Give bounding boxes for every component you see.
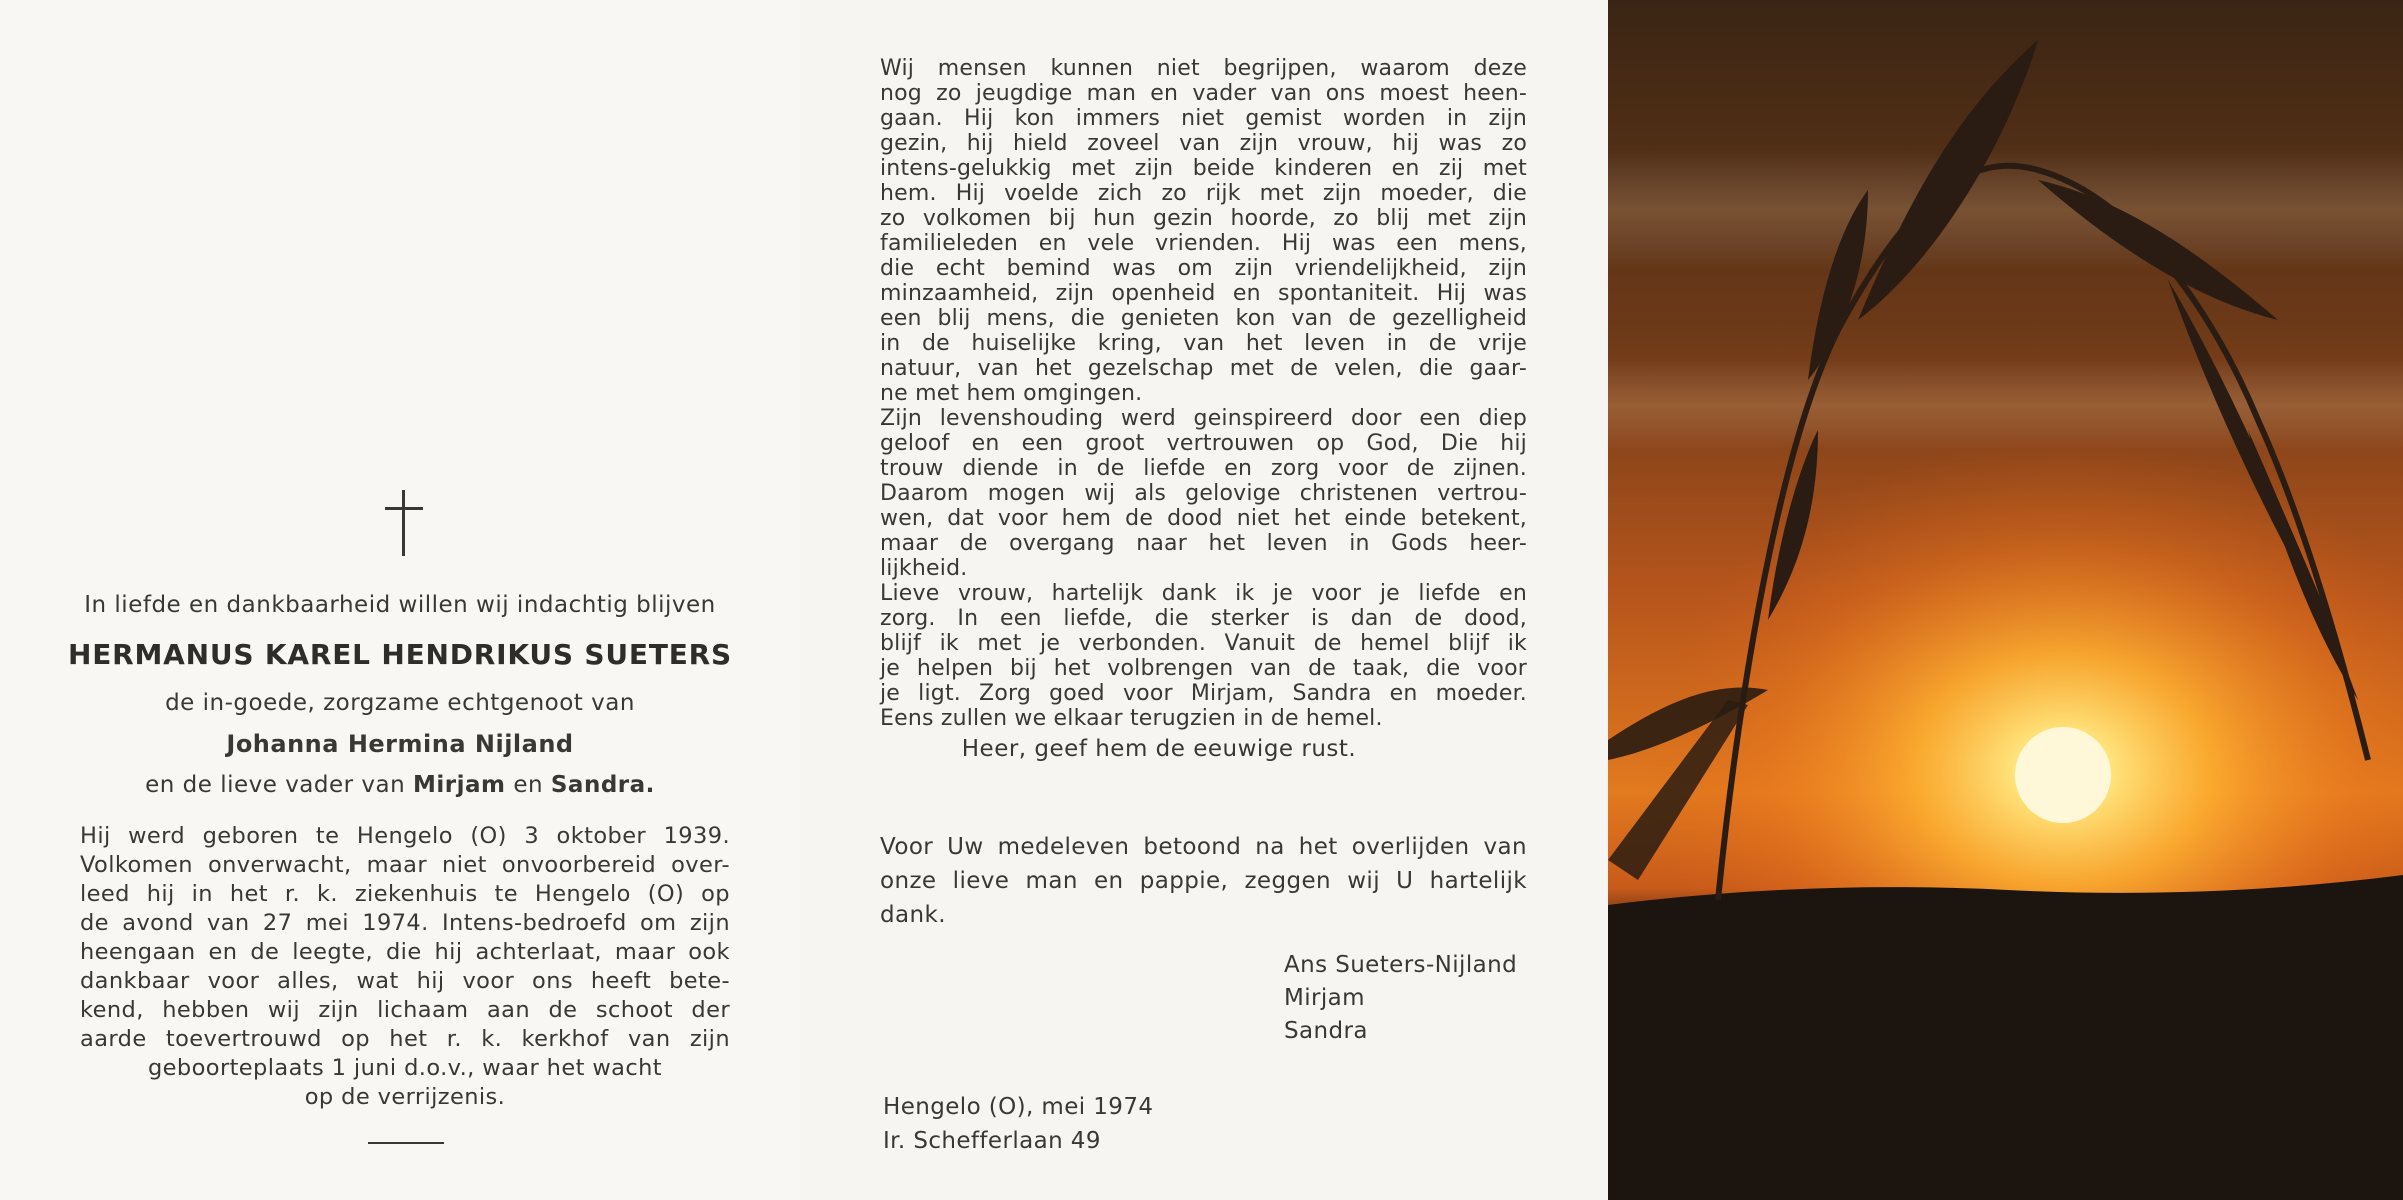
biography-text [80, 822, 730, 1112]
thanks-text [880, 830, 1527, 932]
bio-line: Volkomen onverwacht, maar niet onvoorbereid over- [80, 852, 730, 878]
child-name-2: Sandra. [550, 772, 655, 798]
child-name-1: Mirjam [413, 772, 506, 798]
prayer-text: Heer, geef hem de eeuwige rust. [961, 736, 1357, 762]
tribute-line: Eens zullen we elkaar terugzien in de hemel. [880, 706, 1383, 731]
children-line [0, 772, 800, 798]
left-panel [0, 0, 800, 1200]
tribute-line: familieleden en vele vrienden. Hij was een mens, [880, 231, 1527, 256]
thanks-line: onze lieve man en pappie, zeggen wij U hartelijk [880, 868, 1527, 894]
address-block [883, 1090, 1153, 1158]
tribute-line: minzaamheid, zijn openheid en spontaniteit. Hij was [880, 281, 1527, 306]
bio-line: aarde toevertrouwd op het r. k. kerkhof van zijn [80, 1026, 730, 1052]
children-prefix: en de lieve vader van [145, 772, 406, 798]
tribute-line: je helpen bij het volbrengen van de taak, die voor [880, 656, 1527, 681]
bio-line: op de verrijzenis. [304, 1084, 506, 1110]
spouse-line: de in-goede, zorgzame echtgenoot van [165, 690, 635, 716]
tribute-line: gaan. Hij kon immers niet gemist worden in zijn [880, 106, 1527, 131]
signature-name: Ans Sueters-Nijland [1284, 952, 1518, 978]
tribute-line: Daarom mogen wij als gelovige christenen vertrou- [880, 481, 1527, 506]
bio-line: leed hij in het r. k. ziekenhuis te Hengelo (O) op [80, 881, 730, 907]
prayer-line [800, 736, 1608, 762]
tribute-line: geloof en een groot vertrouwen op God, Die hij [880, 431, 1527, 456]
tribute-line: zo volkomen bij hun gezin hoorde, zo blij met zijn [880, 206, 1527, 231]
family-signatures [1284, 949, 1517, 1048]
bio-line: geboorteplaats 1 juni d.o.v., waar het wacht [148, 1055, 662, 1081]
children-and: en [513, 772, 544, 798]
tribute-line: wen, dat voor hem de dood niet het einde betekent, [880, 506, 1527, 531]
cross-icon [381, 490, 429, 556]
sunset-photo-image [1608, 0, 2403, 1200]
bio-line: heengaan en de leegte, die hij achterlaat, maar ook [80, 939, 730, 965]
tribute-line: nog zo jeugdige man en vader van ons moest heen- [880, 81, 1527, 106]
place-date: Hengelo (O), mei 1974 [883, 1094, 1154, 1120]
spouse-name: Johanna Hermina Nijland [226, 730, 574, 758]
tribute-line: intens-gelukkig met zijn beide kinderen en zij met [880, 156, 1527, 181]
intro-line: In liefde en dankbaarheid willen wij indachtig blijven [84, 592, 716, 618]
signature-name: Mirjam [1284, 985, 1365, 1011]
thanks-line: dank. [880, 902, 946, 928]
tribute-line: Zijn levenshouding werd geinspireerd door een diep [880, 406, 1527, 431]
bio-line: de avond van 27 mei 1974. Intens-bedroefd om zijn [80, 910, 730, 936]
end-divider [368, 1142, 444, 1144]
tribute-line: zorg. In een liefde, die sterker is dan de dood, [880, 606, 1527, 631]
bio-line: Hij werd geboren te Hengelo (O) 3 oktober 1939. [80, 823, 730, 849]
tribute-line: ne met hem omgingen. [880, 381, 1143, 406]
tribute-line: natuur, van het gezelschap met de velen, die gaar- [880, 356, 1527, 381]
tribute-line: een blij mens, die genieten kon van de gezelligheid [880, 306, 1527, 331]
tribute-line: Wij mensen kunnen niet begrijpen, waarom deze [880, 56, 1527, 81]
street-address: Ir. Schefferlaan 49 [883, 1128, 1101, 1154]
deceased-name: HERMANUS KAREL HENDRIKUS SUETERS [67, 638, 733, 671]
tribute-line: hem. Hij voelde zich zo rijk met zijn moeder, die [880, 181, 1527, 206]
signature-name: Sandra [1284, 1018, 1368, 1044]
thanks-line: Voor Uw medeleven betoond na het overlijden van [880, 834, 1527, 860]
tribute-line: je ligt. Zorg goed voor Mirjam, Sandra en moeder. [880, 681, 1527, 706]
tribute-line: die echt bemind was om zijn vriendelijkheid, zijn [880, 256, 1527, 281]
tribute-text [880, 56, 1527, 731]
tribute-line: lijkheid. [880, 556, 968, 581]
tribute-line: gezin, hij hield zoveel van zijn vrouw, hij was zo [880, 131, 1527, 156]
tribute-line: maar de overgang naar het leven in Gods heer- [880, 531, 1527, 556]
bio-line: kend, hebben wij zijn lichaam aan de schoot der [80, 997, 730, 1023]
sunset-wheat-photo [1608, 0, 2403, 1200]
bio-line: dankbaar voor alles, wat hij voor ons heeft bete- [80, 968, 730, 994]
tribute-line: trouw diende in de liefde en zorg voor de zijnen. [880, 456, 1527, 481]
tribute-line: in de huiselijke kring, van het leven in de vrije [880, 331, 1527, 356]
tribute-line: blijf ik met je verbonden. Vanuit de hemel blijf ik [880, 631, 1527, 656]
middle-panel [800, 0, 1608, 1200]
tribute-line: Lieve vrouw, hartelijk dank ik je voor je liefde en [880, 581, 1527, 606]
